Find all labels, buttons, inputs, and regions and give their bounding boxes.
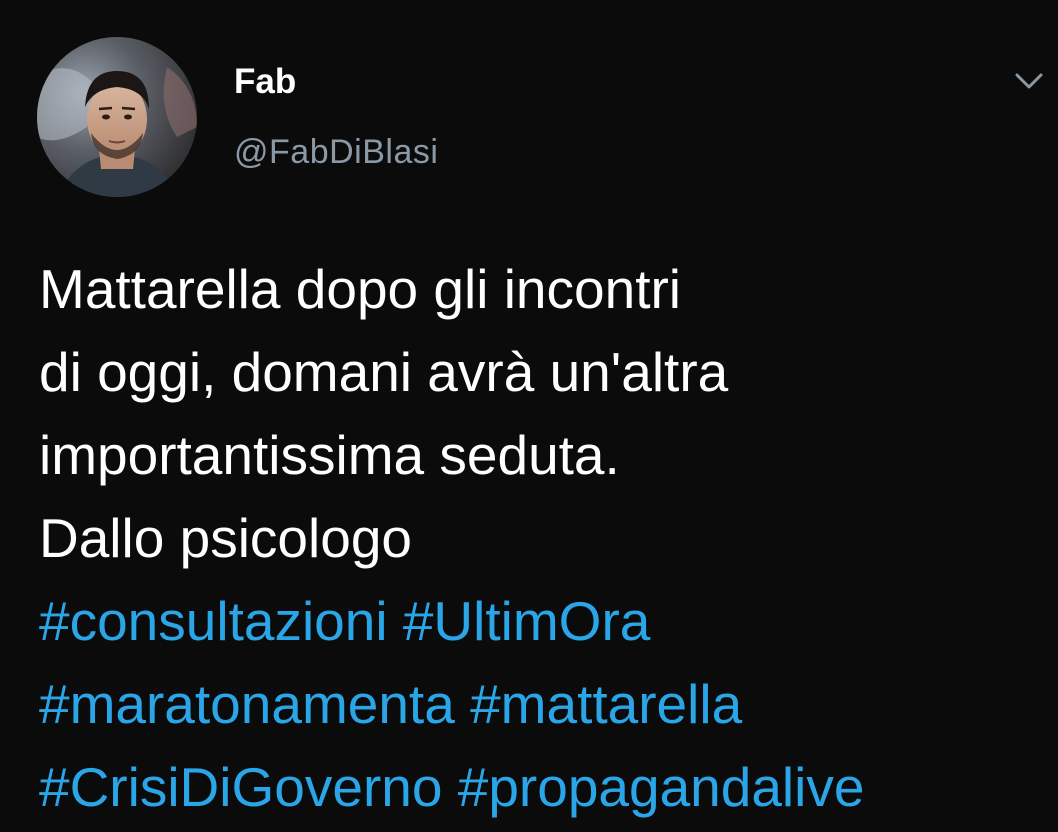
hashtag-link[interactable]: #consultazioni [39, 590, 388, 652]
tweet-text-line: importantissima seduta. [39, 424, 620, 486]
hashtag-link[interactable]: #CrisiDiGoverno [39, 756, 443, 818]
hashtag-link[interactable]: #mattarella [470, 673, 743, 735]
avatar-photo [37, 37, 197, 197]
tweet-text-line: di oggi, domani avrà un'altra [39, 341, 729, 403]
tweet-menu-button[interactable] [1012, 66, 1046, 96]
tweet-text-line: Dallo psicologo [39, 507, 412, 569]
tweet-text-line: Mattarella dopo gli incontri [39, 258, 682, 320]
hashtag-line [39, 580, 1049, 663]
tweet-text [39, 248, 1049, 829]
hashtag-link[interactable]: #propagandalive [457, 756, 865, 818]
display-name[interactable]: Fab [234, 62, 297, 101]
chevron-down-icon [1012, 66, 1046, 96]
hashtag-link[interactable]: #maratonamenta [39, 673, 455, 735]
avatar[interactable] [37, 37, 197, 197]
hashtag-line [39, 663, 1049, 746]
user-handle[interactable]: @FabDiBlasi [234, 133, 439, 171]
author-info [234, 60, 438, 172]
hashtag-link[interactable]: #UltimOra [402, 590, 651, 652]
hashtag-line [39, 746, 1049, 829]
